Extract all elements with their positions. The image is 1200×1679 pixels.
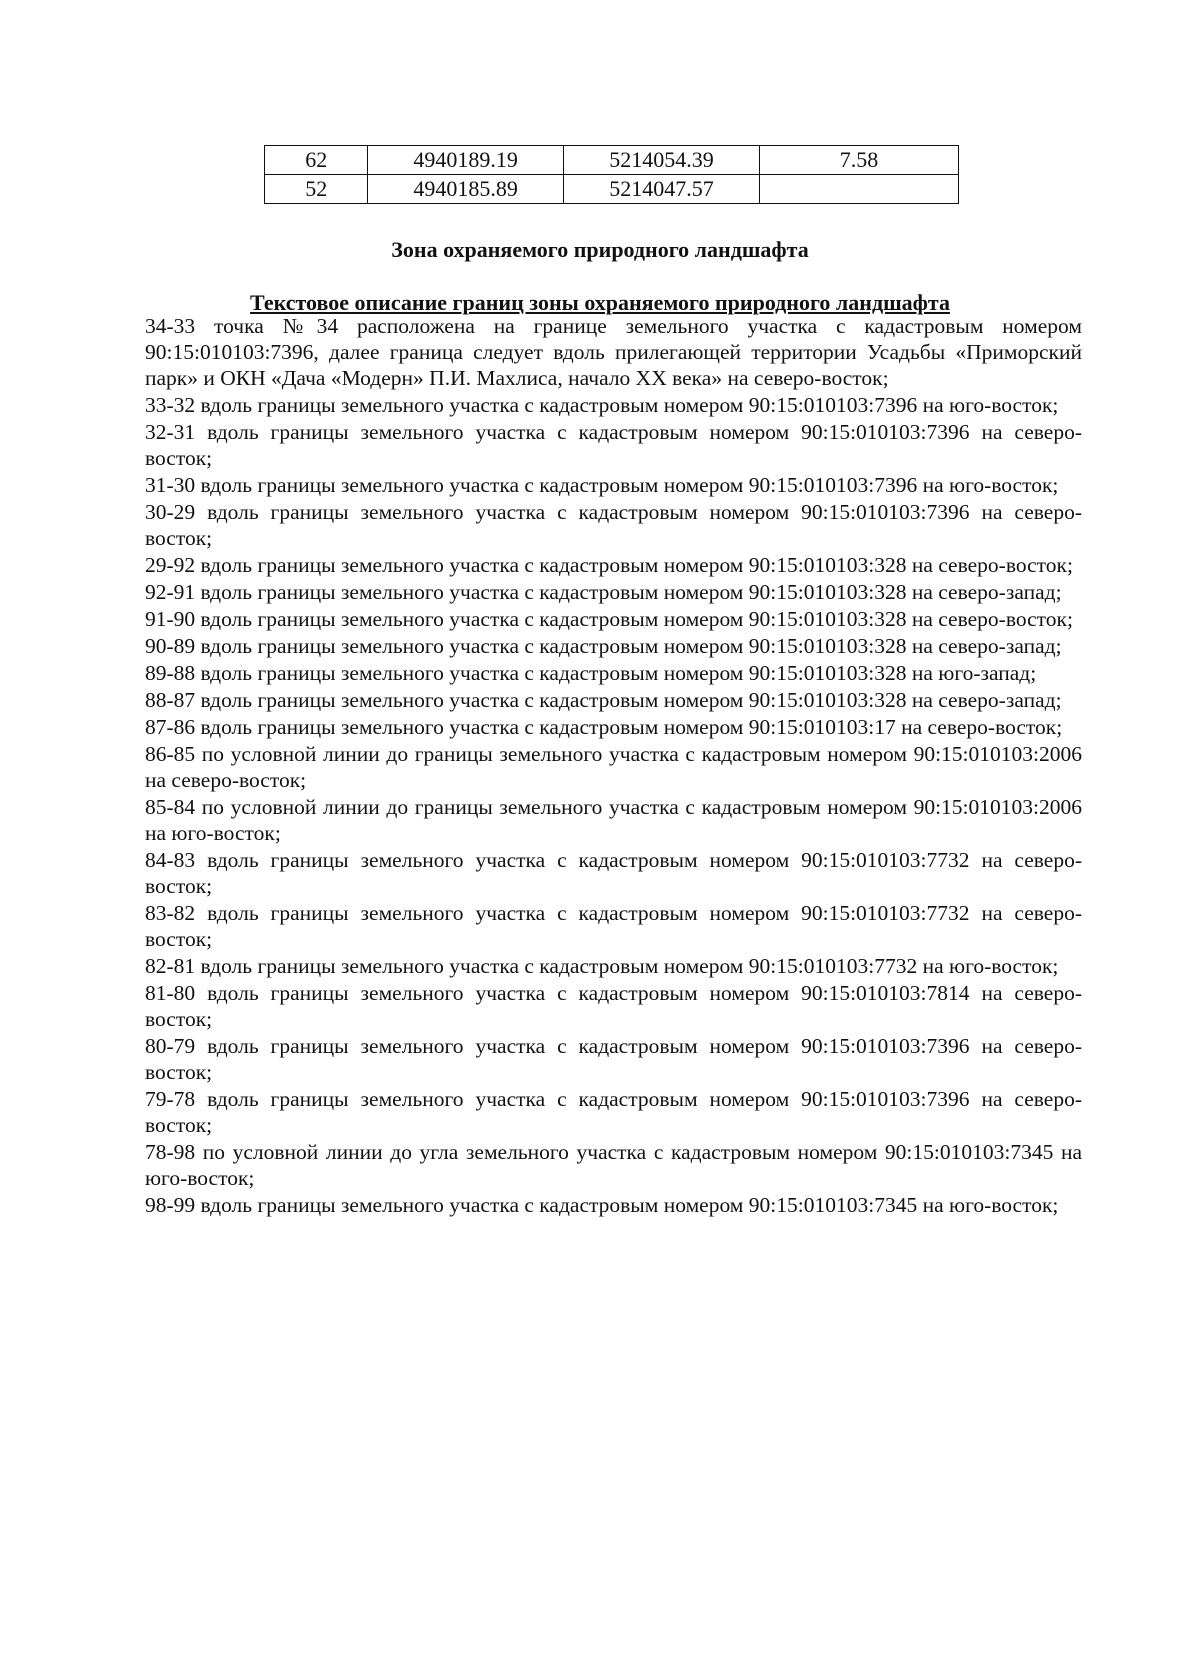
boundary-entry: 33-32 вдоль границы земельного участка с кадастровым номером 90:15:010103:7396 на юго-восток; [145,393,1059,417]
boundary-entry: 30-29 вдоль границы земельного участка с кадастровым номером 90:15:010103:7396 на северо-восток; [145,500,1082,550]
boundary-entry: 29-92 вдоль границы земельного участка с кадастровым номером 90:15:010103:328 на северо-восток; [145,553,1073,577]
boundary-entry: 84-83 вдоль границы земельного участка с кадастровым номером 90:15:010103:7732 на северо-восток; [145,848,1082,898]
boundary-entry: 98-99 вдоль границы земельного участка с кадастровым номером 90:15:010103:7345 на юго-восток; [145,1193,1059,1217]
boundary-entry: 79-78 вдоль границы земельного участка с кадастровым номером 90:15:010103:7396 на северо-восток; [145,1087,1082,1137]
table-cell-x: 4940189.19 [368,146,563,175]
table-row [265,146,959,175]
table-cell-point: 62 [265,146,368,175]
boundary-entry: 31-30 вдоль границы земельного участка с кадастровым номером 90:15:010103:7396 на юго-восток; [145,473,1059,497]
table-cell-distance: 7.58 [760,146,959,175]
boundary-entry: 88-87 вдоль границы земельного участка с кадастровым номером 90:15:010103:328 на северо-запад; [145,688,1062,712]
boundary-entry: 85-84 по условной линии до границы земельного участка с кадастровым номером 90:15:010103:2006 на юго-восток; [145,795,1082,845]
zone-title: Зона охраняемого природного ландшафта [391,237,809,262]
table-cell-y: 5214047.57 [563,175,759,204]
boundary-entry: 86-85 по условной линии до границы земельного участка с кадастровым номером 90:15:010103:2006 на северо-восток; [145,742,1082,792]
table-row [265,175,959,204]
table-cell-distance [760,175,959,204]
boundary-entry: 32-31 вдоль границы земельного участка с кадастровым номером 90:15:010103:7396 на северо-восток; [145,420,1082,470]
boundary-entry: 90-89 вдоль границы земельного участка с кадастровым номером 90:15:010103:328 на северо-запад; [145,634,1062,658]
boundary-entry: 92-91 вдоль границы земельного участка с кадастровым номером 90:15:010103:328 на северо-запад; [145,580,1062,604]
coordinates-table [264,145,959,204]
boundary-entry: 83-82 вдоль границы земельного участка с кадастровым номером 90:15:010103:7732 на северо-восток; [145,901,1082,951]
boundary-entry: 81-80 вдоль границы земельного участка с кадастровым номером 90:15:010103:7814 на северо-восток; [145,981,1082,1031]
table-cell-point: 52 [265,175,368,204]
boundary-entry: 89-88 вдоль границы земельного участка с кадастровым номером 90:15:010103:328 на юго-запад; [145,661,1037,685]
table-cell-x: 4940185.89 [368,175,563,204]
description-title: Текстовое описание границ зоны охраняемого природного ландшафта [250,290,950,315]
boundary-description-list [145,313,1082,1219]
boundary-entry: 91-90 вдоль границы земельного участка с кадастровым номером 90:15:010103:328 на северо-восток; [145,607,1073,631]
boundary-entry: 80-79 вдоль границы земельного участка с кадастровым номером 90:15:010103:7396 на северо-восток; [145,1034,1082,1084]
table-cell-y: 5214054.39 [563,146,759,175]
boundary-entry: 34-33 точка №34 расположена на границе земельного участка с кадастровым номером 90:15:010103:7396, далее граница следует вдоль прилегающей территории Усадьбы «Приморский парк» и ОКН «Дача «Модерн» П.И. Махлиса, начало XX века» на северо-восток; [145,314,1082,390]
boundary-entry: 78-98 по условной линии до угла земельного участка с кадастровым номером 90:15:010103:7345 на юго-восток; [145,1140,1082,1190]
boundary-entry: 82-81 вдоль границы земельного участка с кадастровым номером 90:15:010103:7732 на юго-восток; [145,954,1059,978]
boundary-entry: 87-86 вдоль границы земельного участка с кадастровым номером 90:15:010103:17 на северо-восток; [145,715,1063,739]
